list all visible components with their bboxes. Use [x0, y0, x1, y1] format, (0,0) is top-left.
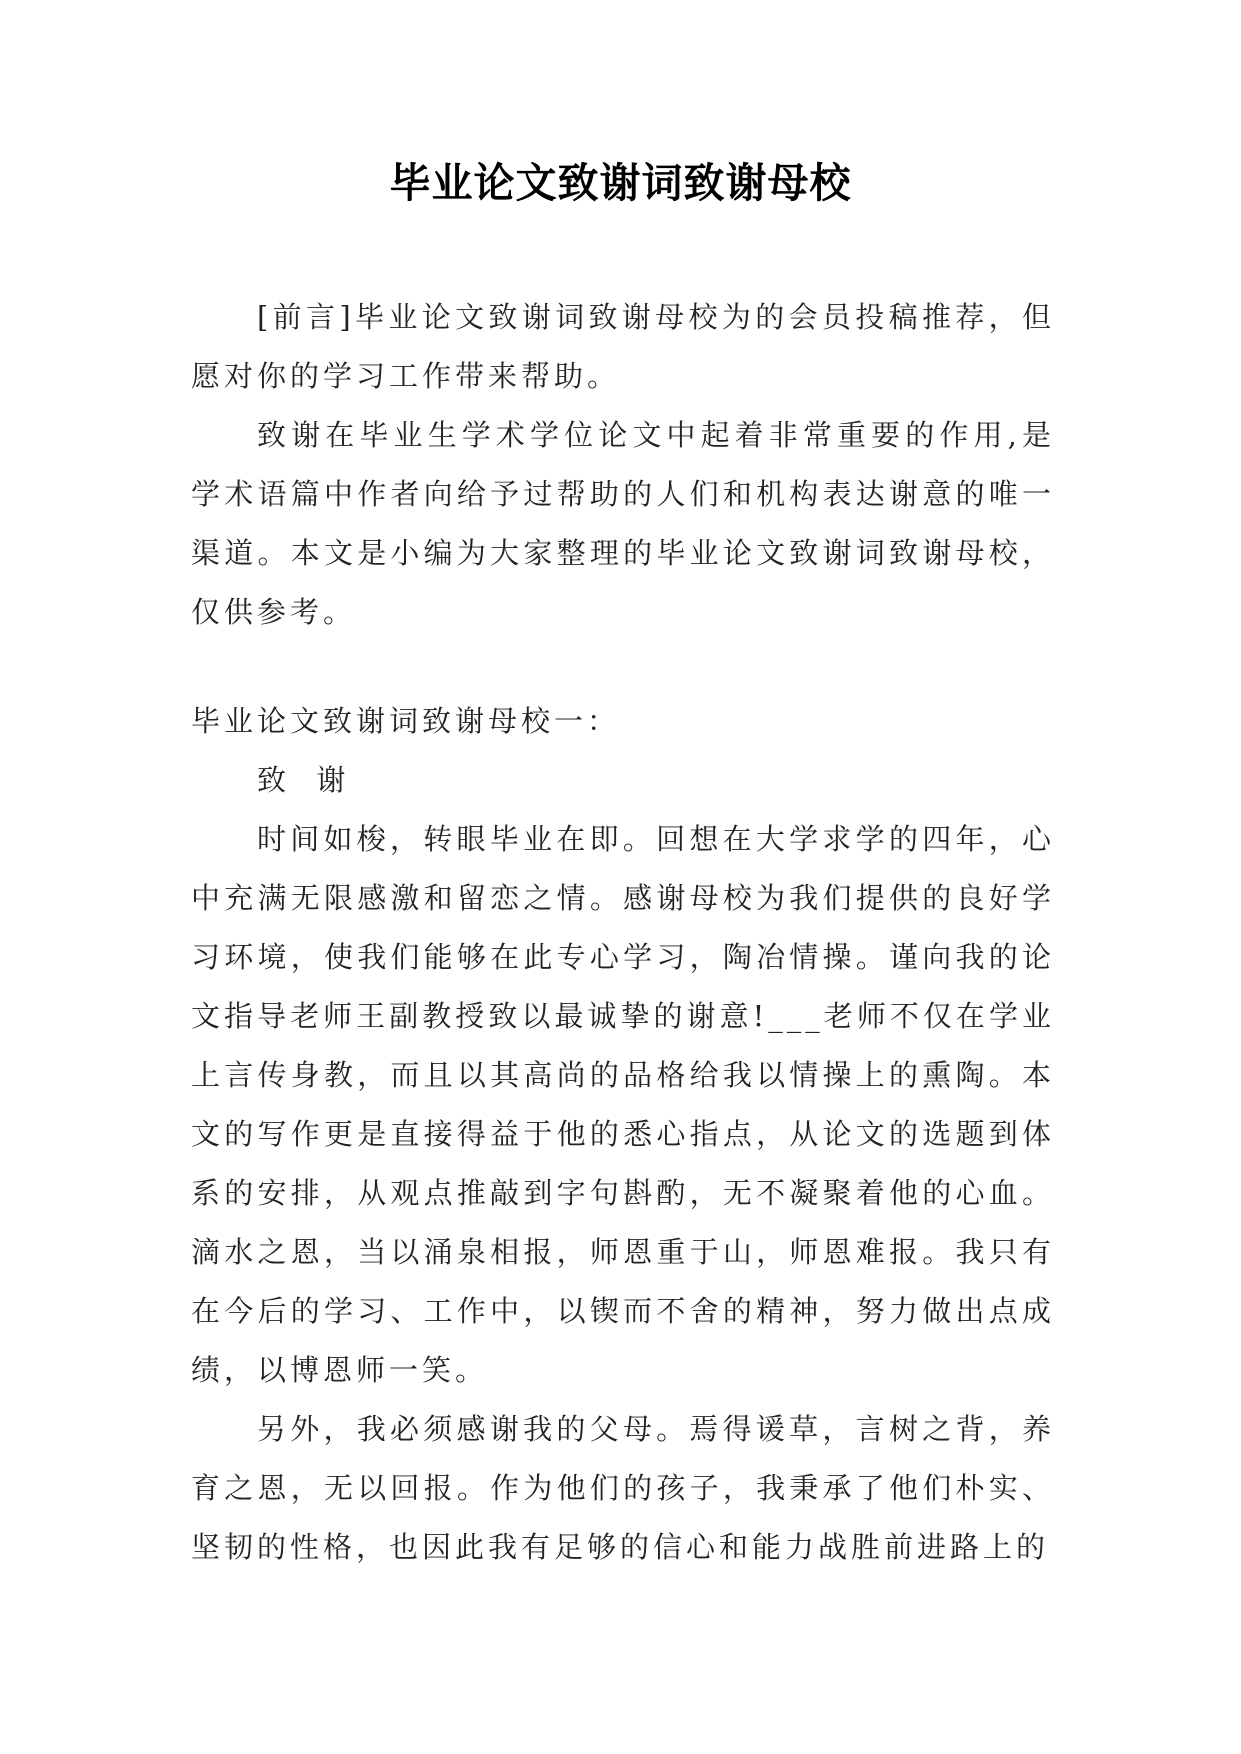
body-paragraph-1: 时间如梭，转眼毕业在即。回想在大学求学的四年，心中充满无限感激和留恋之情。感谢母校为我们提供的良好学习环境，使我们能够在此专心学习，陶冶情操。谨向我的论文指导老师王副教授致以最诚挚的谢意!___老师不仅在学业上言传身教，而且以其高尚的品格给我以情操上的熏陶。本文的写作更是直接得益于他的悉心指点，从论文的选题到体系的安排，从观点推敲到字句斟酌，无不凝聚着他的心血。滴水之恩，当以涌泉相报，师恩重于山，师恩难报。我只有在今后的学习、工作中，以锲而不舍的精神，努力做出点成绩，以博恩师一笑。 [191, 822, 1055, 1387]
document-title: 毕业论文致谢词致谢母校 [389, 159, 852, 207]
body-paragraph-2: 另外，我必须感谢我的父母。焉得谖草，言树之背，养育之恩，无以回报。作为他们的孩子，我秉承了他们朴实、坚韧的性格，也因此我有足够的信心和能力战胜前进路上的 [191, 1412, 1055, 1564]
preface-paragraph: [前言]毕业论文致谢词致谢母校为的会员投稿推荐，但愿对你的学习工作带来帮助。 [191, 300, 1055, 393]
intro-paragraph: 致谢在毕业生学术学位论文中起着非常重要的作用,是学术语篇中作者向给予过帮助的人们和机构表达谢意的唯一渠道。本文是小编为大家整理的毕业论文致谢词致谢母校，仅供参考。 [191, 418, 1055, 629]
acknowledgement-section [191, 692, 1055, 1577]
intro-block [191, 288, 1055, 642]
section-heading: 毕业论文致谢词致谢母校一： [191, 704, 621, 738]
sub-heading: 致 谢 [257, 763, 350, 797]
